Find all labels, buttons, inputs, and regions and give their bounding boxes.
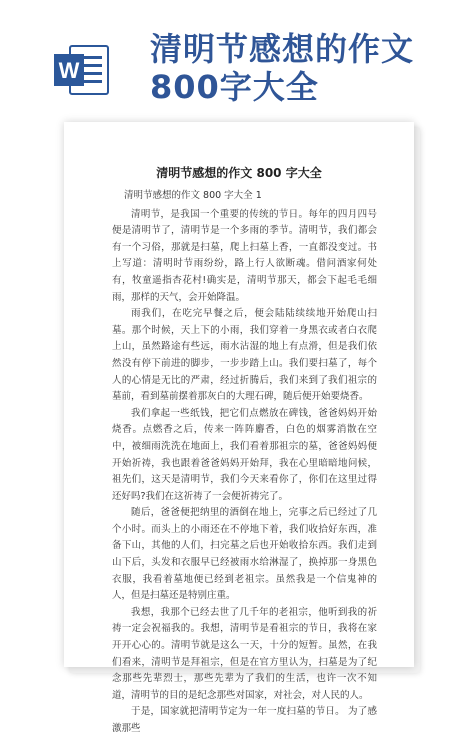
svg-text:W: W (58, 58, 80, 83)
paragraph: 随后，爸爸便把纳里的酒倒在地上，完事之后已经过了几个小时。而头上的小雨还在不停地下着，我们收拾好东西，准备下山，其他的人们，扫完墓之后也开始收拾东西。我们走到山下后，头发和衣服早已经被雨水给淋湿了，换掉那一身黑色衣服，我看着墓地便已经到老祖宗。虽然我是一个信鬼神的人，但是扫墓还是特别庄重。 (112, 507, 377, 602)
document-subtitle: 清明节感想的作文 800 字大全 1 (124, 190, 262, 201)
paragraph: 雨我们，在吃完早餐之后，便会陆陆续续地开始爬山扫墓。那个时候，天上下的小雨，我们穿着一身黑衣或者白衣爬上山，虽然路途有些远，雨水沾湿的地上有点滑，但是我们依然没有停下前进的脚步，一步步踏上山。我们要扫墓了，每个人的心情是无比的严肃，经过折腾后，我们来到了我们祖宗的墓前，看到墓前摆着那灰白的大理石碑，随后便开始要烧香。 (112, 308, 377, 403)
paragraph: 我们拿起一些纸钱，把它们点燃放在碑钱，爸爸妈妈开始烧香。点燃香之后，传来一阵阵麝香，白色的烟雾消散在空中，被细雨洗洗在地面上，我们看着那祖宗的墓，爸爸妈妈便开始祈祷，我也跟着爸爸妈妈开始拜，我在心里暗暗地问候，祖先们，这天是清明节，我们今天来看你了，你们在这里过得还好吗?我们在这祈祷了一会便祈祷完了。 (112, 407, 377, 502)
page-title-line2: 800字大全 (150, 68, 319, 106)
document-page (64, 122, 414, 734)
banner-header (0, 0, 474, 120)
document-body (112, 188, 377, 738)
paragraph: 于是，国家就把清明节定为一年一度扫墓的节日。 为了感激那些 (112, 706, 377, 734)
page-title (150, 30, 450, 106)
page-title-line1: 清明节感想的作文 (150, 30, 415, 68)
document-preview (64, 122, 414, 734)
document-title: 清明节感想的作文 800 字大全 (156, 166, 322, 180)
paragraph: 我想，我那个已经去世了几千年的老祖宗，他听到我的祈祷一定会祝福我的。我想，清明节是看祖宗的节日，我将在家开开心心的。清明节就是这么一天，十分的短暂。虽然，在我们看来，清明节是拜祖宗，但是在官方里认为，扫墓是为了纪念那些先辈烈士，那些先辈为了我们的生活，也许一次不知道，清明节的目的是纪念那些对国家，对社会，对人民的人。 (112, 606, 377, 701)
word-document-icon (52, 40, 112, 100)
paragraph: 清明节，是我国一个重要的传统的节日。每年的四月四号便是清明节了，清明节是一个多雨的季节。清明节，我们都会有一个习俗，那就是扫墓，爬上扫墓上香，一直都没变过。书上写道：清明时节雨纷纷，路上行人欲断魂。借问酒家何处有，牧童遥指杏花村!确实是，清明节那天，都会下起毛毛细雨，那样的天气，会开始降温。 (112, 208, 377, 303)
